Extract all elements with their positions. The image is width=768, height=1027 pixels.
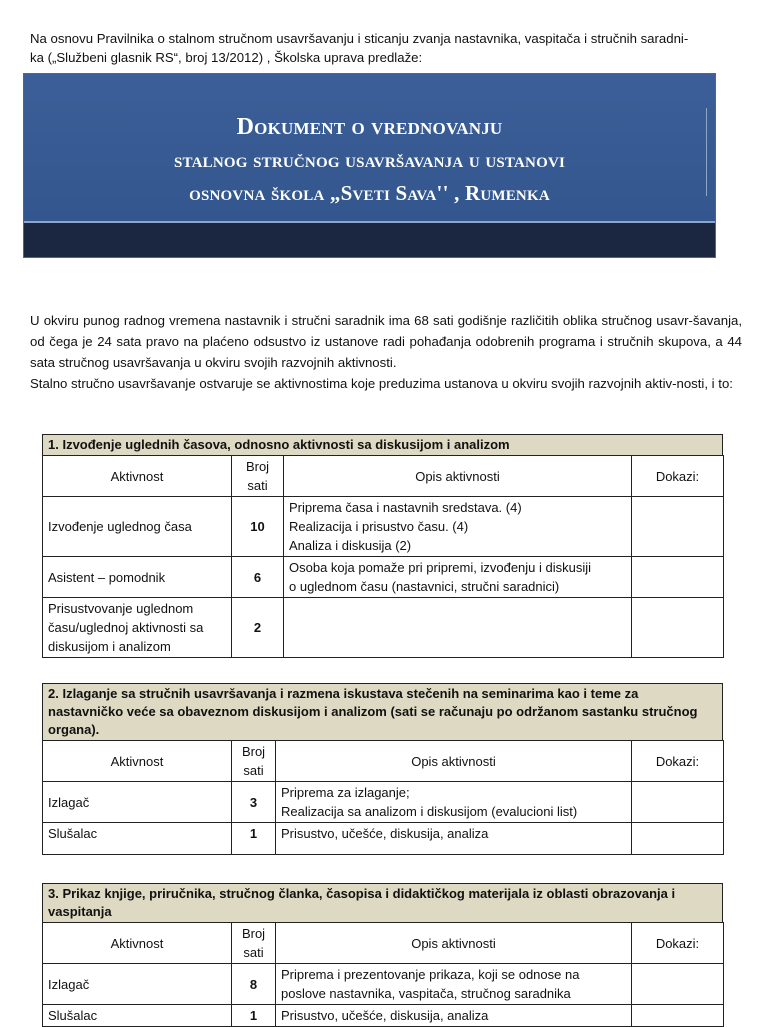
activity-cell: Asistent – pomodnik — [43, 557, 232, 598]
evidence-cell — [632, 557, 724, 598]
section-1 — [42, 434, 723, 658]
section-2-table — [42, 740, 724, 855]
section-3 — [42, 883, 723, 1027]
header-description: Opis aktivnosti — [276, 741, 632, 782]
description-line: Priprema časa i nastavnih sredstava. (4) — [289, 500, 522, 515]
section-3-title: 3. Prikaz knjige, priručnika, stručnog članka, časopisa i didaktičkog materijala iz oblasti obrazovanja i vaspitanja — [42, 883, 723, 923]
header-activity: Aktivnost — [43, 923, 232, 964]
header-evidence: Dokazi: — [632, 456, 724, 497]
evidence-cell — [632, 823, 724, 855]
title-banner — [23, 73, 716, 258]
banner-title — [24, 110, 715, 209]
description-line: Priprema i prezentovanje prikaza, koji se odnose na — [281, 967, 580, 982]
header-description: Opis aktivnosti — [284, 456, 632, 497]
paragraph-hours: U okviru punog radnog vremena nastavnik i stručni saradnik ima 68 sati godišnje različitih oblika stručnog usavr-šavanja, od čega je 24 sata pravo na plaćeno odsustvo iz ustanove radi pohađanja odobrenih programa i stručnih skupova, a 44 sata stručnog usavršavanja u okviru svojih razvojnih aktivnosti. — [30, 313, 742, 370]
section-3-table — [42, 922, 724, 1027]
description-cell — [276, 964, 632, 1005]
banner-title-line-3: osnovna škola „Sveti Sava'' , Rumenka — [189, 181, 550, 205]
header-description: Opis aktivnosti — [276, 923, 632, 964]
intro-line-2: ka („Službeni glasnik RS“, broj 13/2012) , Školska uprava predlaže: — [30, 50, 423, 65]
description-line: Prisustvo, učešće, diskusija, analiza — [281, 826, 489, 841]
table-header-row — [43, 741, 724, 782]
hours-cell: 1 — [232, 1005, 276, 1027]
hours-cell: 2 — [232, 598, 284, 658]
description-line: Analiza i diskusija (2) — [289, 538, 412, 553]
description-cell — [284, 598, 632, 658]
description-line: Realizacija i prisustvo času. (4) — [289, 519, 469, 534]
description-cell — [284, 557, 632, 598]
table-row — [43, 823, 724, 855]
activity-cell: Izlagač — [43, 964, 232, 1005]
table-header-row — [43, 456, 724, 497]
activity-cell: Izvođenje uglednog časa — [43, 497, 232, 557]
table-header-row — [43, 923, 724, 964]
evidence-cell — [632, 497, 724, 557]
hours-cell: 8 — [232, 964, 276, 1005]
description-line: Priprema za izlaganje; — [281, 785, 410, 800]
hours-cell: 1 — [232, 823, 276, 855]
evidence-cell — [632, 782, 724, 823]
evidence-cell — [632, 1005, 724, 1027]
section-1-title: 1. Izvođenje uglednih časova, odnosno aktivnosti sa diskusijom i analizom — [42, 434, 723, 456]
intro-line-1: Na osnovu Pravilnika o stalnom stručnom usavršavanju i sticanju zvanja nastavnika, vaspitača i stručnih saradni- — [30, 31, 689, 46]
description-line: o uglednom času (nastavnici, stručni saradnici) — [289, 579, 560, 594]
section-1-table — [42, 455, 724, 658]
activity-cell: Izlagač — [43, 782, 232, 823]
section-2-title: 2. Izlaganje sa stručnih usavršavanja i razmena iskustava stečenih na seminarima kao i teme za nastavničko veće sa obaveznom diskusijom i analizom (sati se računaju po održanom sastanku stručnog organa). — [42, 683, 723, 741]
table-row — [43, 598, 724, 658]
header-hours: Broj sati — [232, 456, 284, 497]
hours-cell: 10 — [232, 497, 284, 557]
header-activity: Aktivnost — [43, 456, 232, 497]
description-line: Realizacija sa analizom i diskusijom (evalucioni list) — [281, 804, 578, 819]
description-line: Osoba koja pomaže pri pripremi, izvođenju i diskusiji — [289, 560, 592, 575]
table-row — [43, 782, 724, 823]
hours-cell: 3 — [232, 782, 276, 823]
description-line: poslove nastavnika, vaspitača, stručnog saradnika — [281, 986, 571, 1001]
table-row — [43, 1005, 724, 1027]
banner-title-line-2: stalnog stručnog usavršavanja u ustanovi — [173, 148, 566, 172]
header-evidence: Dokazi: — [632, 923, 724, 964]
table-row — [43, 964, 724, 1005]
description-line: Prisustvo, učešće, diskusija, analiza — [281, 1008, 489, 1023]
header-activity: Aktivnost — [43, 741, 232, 782]
table-row — [43, 557, 724, 598]
hours-cell: 6 — [232, 557, 284, 598]
header-hours: Broj sati — [232, 923, 276, 964]
header-hours: Broj sati — [232, 741, 276, 782]
description-cell — [276, 782, 632, 823]
activity-cell: Slušalac — [43, 823, 232, 855]
banner-title-line-1: Dokument o vrednovanju — [236, 114, 503, 140]
table-row — [43, 497, 724, 557]
header-evidence: Dokazi: — [632, 741, 724, 782]
activity-cell: Slušalac — [43, 1005, 232, 1027]
intro-text — [30, 29, 742, 67]
paragraph-activities: Stalno stručno usavršavanje ostvaruje se aktivnostima koje preduzima ustanova u okviru svojih razvojnih aktiv-nosti, i to: — [30, 376, 733, 391]
section-2 — [42, 683, 723, 855]
description-cell — [284, 497, 632, 557]
description-cell — [276, 823, 632, 855]
evidence-cell — [632, 598, 724, 658]
evidence-cell — [632, 964, 724, 1005]
activity-cell: Prisustvovanje uglednom času/uglednoj aktivnosti sa diskusijom i analizom — [43, 598, 232, 658]
description-cell — [276, 1005, 632, 1027]
